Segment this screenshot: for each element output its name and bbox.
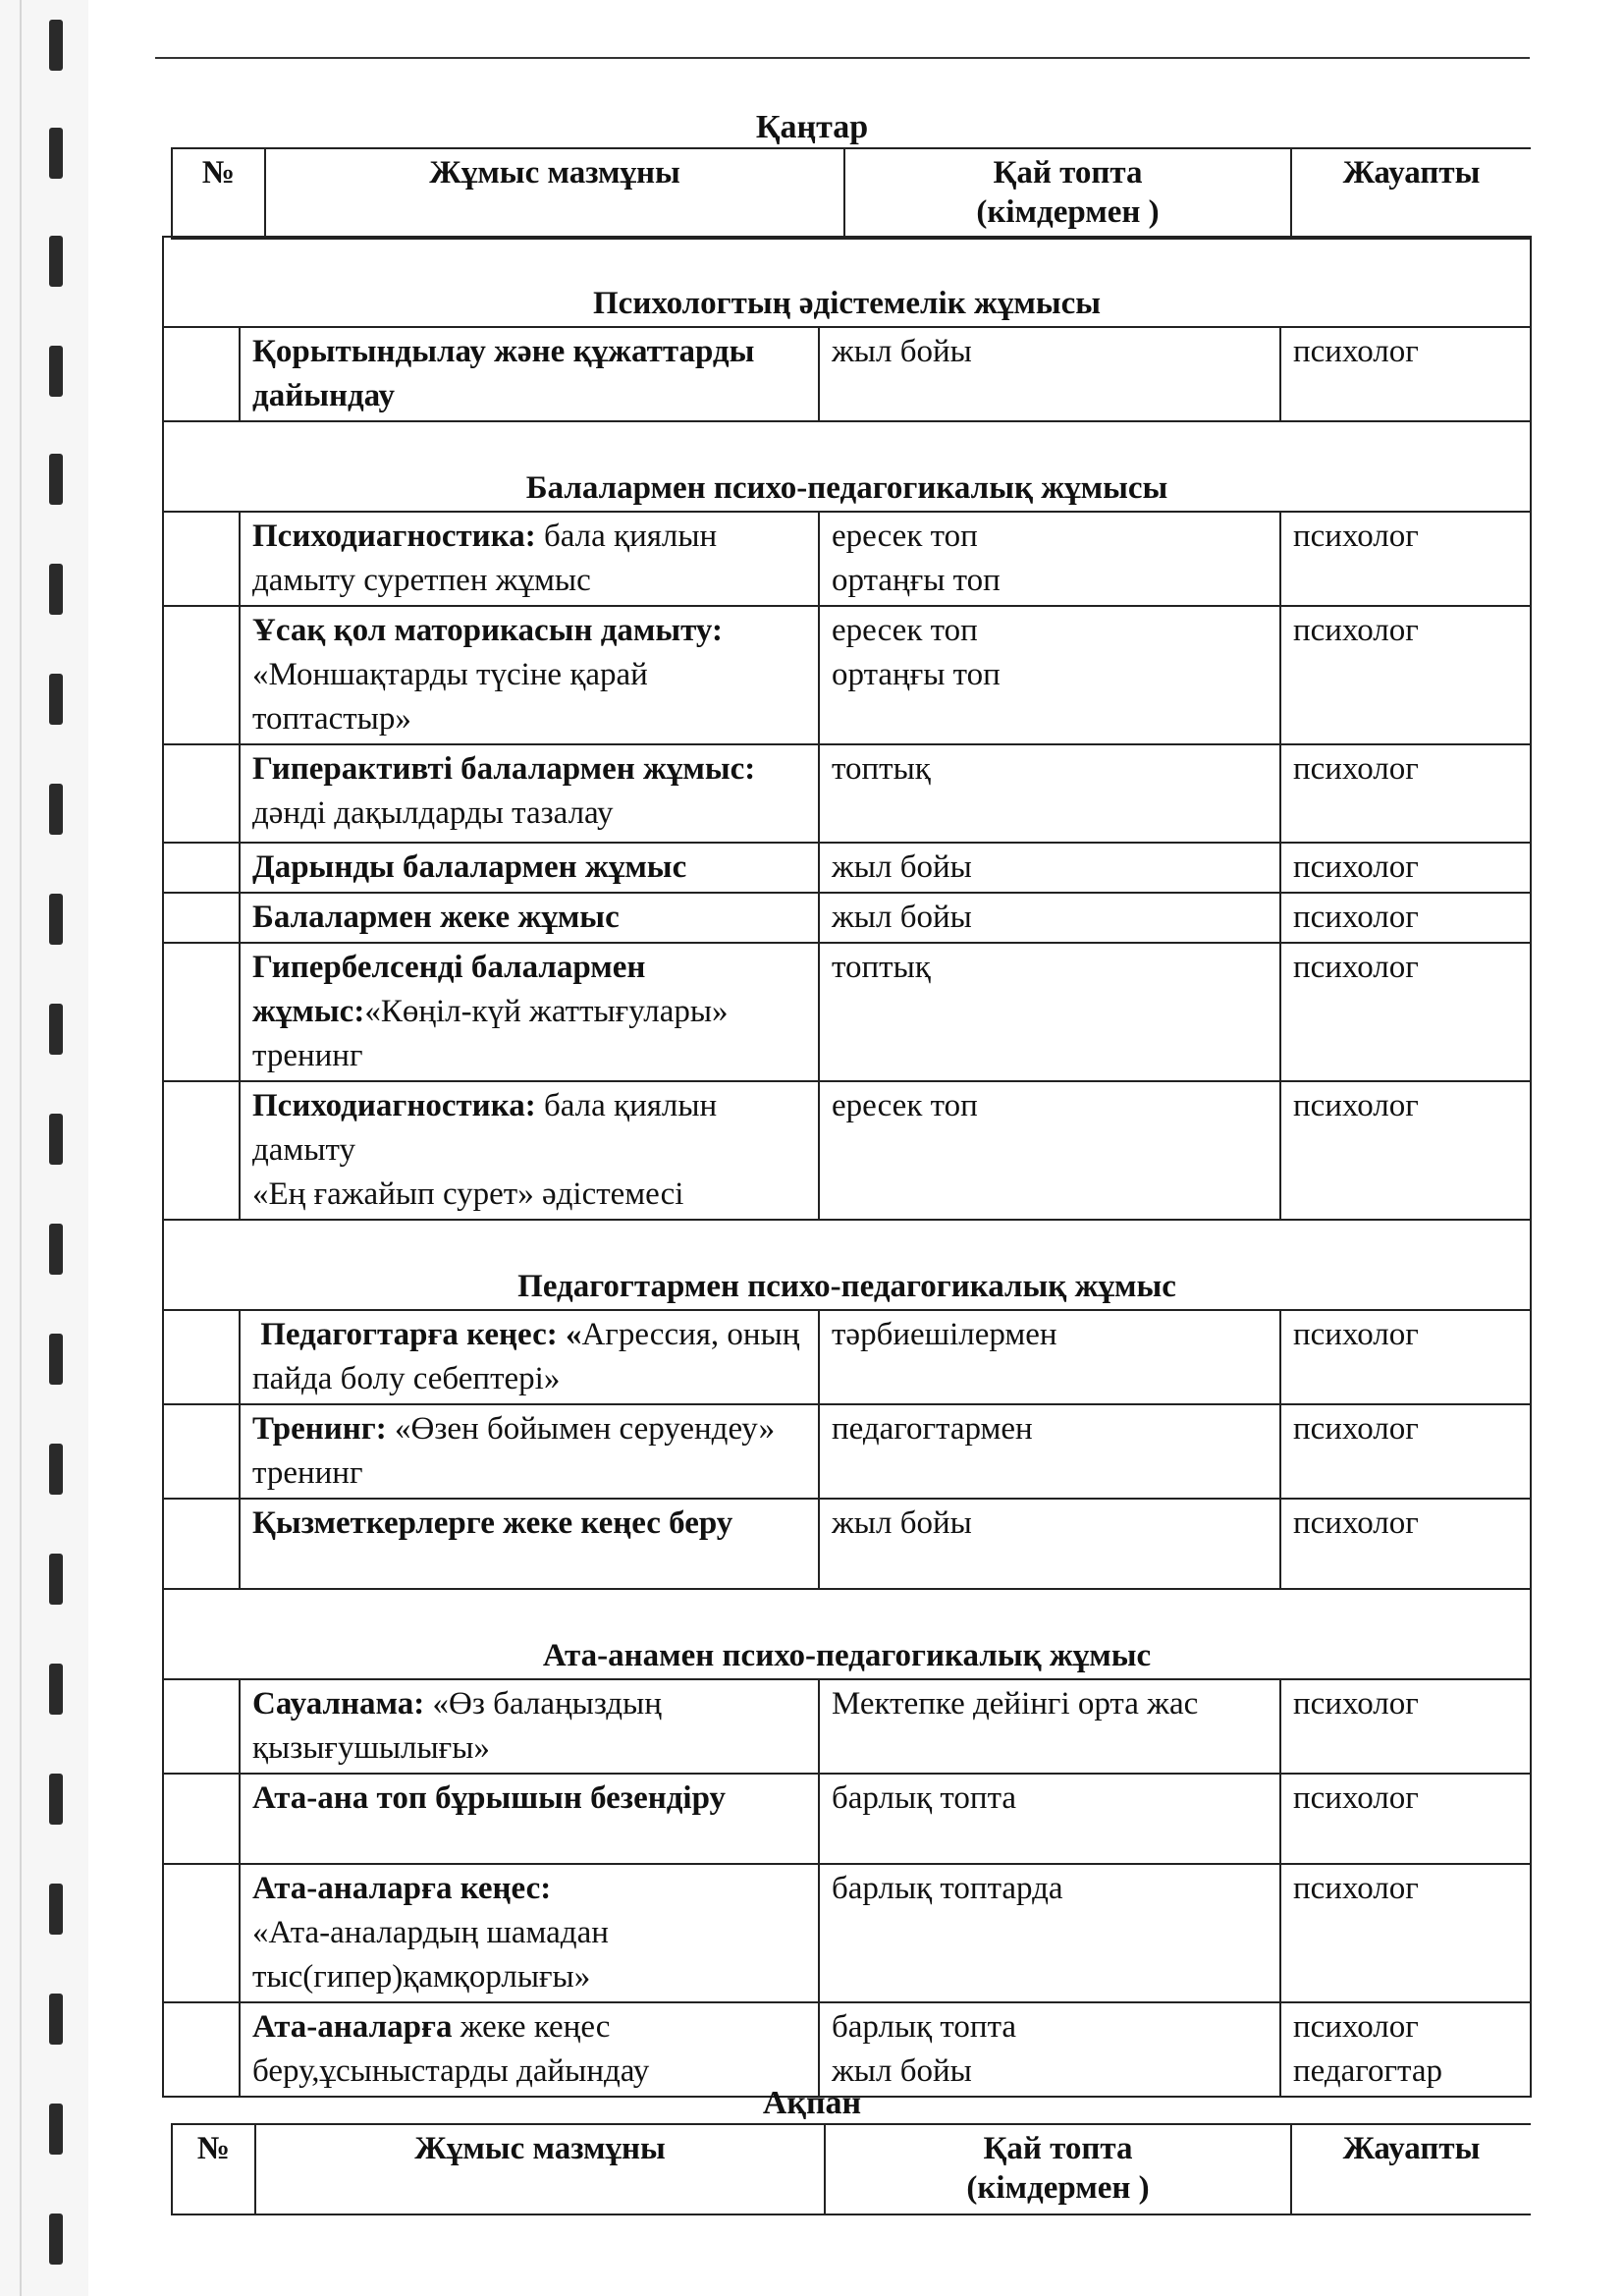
binding-hole bbox=[49, 1994, 63, 2045]
header-responsible: Жауапты bbox=[1291, 2124, 1531, 2214]
row-num-cell bbox=[163, 1310, 240, 1404]
row-content: Психодиагностика: бала қиялын дамыту суретпен жұмыс bbox=[240, 512, 819, 606]
row-group: барлық топта жыл бойы bbox=[819, 2002, 1280, 2097]
row-group: тәрбиешілермен bbox=[819, 1310, 1280, 1404]
row-content: Қорытындылау және құжаттарды дайындау bbox=[240, 327, 819, 421]
table-row bbox=[163, 1404, 1531, 1499]
row-content: Тренинг: «Өзен бойымен серуендеу» тренинг bbox=[240, 1404, 819, 1499]
row-group: жыл бойы bbox=[819, 893, 1280, 943]
row-responsible: психолог bbox=[1280, 1679, 1531, 1774]
row-group: ересек топ ортаңғы топ bbox=[819, 606, 1280, 744]
row-content: Қызметкерлерге жеке кеңес беру bbox=[240, 1499, 819, 1589]
row-group: топтық bbox=[819, 744, 1280, 843]
row-content: Гипербелсенді балалармен жұмыс:«Көңіл-күй жаттығулары» тренинг bbox=[240, 943, 819, 1081]
header-content: Жұмыс мазмұны bbox=[265, 148, 844, 239]
binding-hole bbox=[49, 1224, 63, 1275]
row-content: Педагогтарға кеңес: «Агрессия, оның пайда болу себептері» bbox=[240, 1310, 819, 1404]
table-row bbox=[163, 1774, 1531, 1864]
header-table-january bbox=[171, 147, 1531, 240]
binding-hole bbox=[49, 1004, 63, 1055]
row-group: Мектепке дейінгі орта жас bbox=[819, 1679, 1280, 1774]
month-title-january: Қаңтар bbox=[755, 109, 869, 145]
row-responsible: психолог bbox=[1280, 1310, 1531, 1404]
table-row bbox=[163, 1310, 1531, 1404]
table-row bbox=[163, 1499, 1531, 1589]
row-num-cell bbox=[163, 606, 240, 744]
table-row bbox=[163, 744, 1531, 843]
row-responsible: психолог bbox=[1280, 327, 1531, 421]
binding-hole bbox=[49, 346, 63, 397]
month-title-february: Ақпан bbox=[762, 2085, 862, 2121]
table-row bbox=[163, 1679, 1531, 1774]
row-responsible: психолог bbox=[1280, 843, 1531, 893]
row-content: Ата-аналарға жеке кеңес беру,ұсыныстарды дайындау bbox=[240, 2002, 819, 2097]
binding-hole bbox=[49, 1444, 63, 1495]
row-num-cell bbox=[163, 327, 240, 421]
binding-hole bbox=[49, 564, 63, 615]
header-num: № bbox=[172, 2124, 255, 2214]
header-group: Қай топта (кімдермен ) bbox=[825, 2124, 1291, 2214]
binding-hole bbox=[49, 1664, 63, 1715]
header-group: Қай топта (кімдермен ) bbox=[844, 148, 1291, 239]
row-group: жыл бойы bbox=[819, 327, 1280, 421]
row-content: Ата-аналарға кеңес: «Ата-аналардың шамадан тыс(гипер)қамқорлығы» bbox=[240, 1864, 819, 2002]
row-num-cell bbox=[163, 512, 240, 606]
row-responsible: психолог bbox=[1280, 744, 1531, 843]
binding-hole bbox=[49, 236, 63, 287]
section-children: Балалармен психо-педагогикалық жұмысы bbox=[163, 421, 1531, 512]
table-row bbox=[163, 2002, 1531, 2097]
binding-hole bbox=[49, 1774, 63, 1825]
row-responsible: психолог педагогтар bbox=[1280, 2002, 1531, 2097]
binding-hole bbox=[49, 1114, 63, 1165]
row-responsible: психолог bbox=[1280, 1864, 1531, 2002]
header-table-february bbox=[171, 2123, 1531, 2215]
row-responsible: психолог bbox=[1280, 1081, 1531, 1220]
table-row bbox=[163, 327, 1531, 421]
binding-hole bbox=[49, 894, 63, 945]
row-content: Балалармен жеке жұмыс bbox=[240, 893, 819, 943]
row-responsible: психолог bbox=[1280, 1404, 1531, 1499]
binding-hole bbox=[49, 1334, 63, 1385]
row-group: барлық топтарда bbox=[819, 1864, 1280, 2002]
row-content: Гиперактивті балалармен жұмыс: дәнді дақылдарды тазалау bbox=[240, 744, 819, 843]
row-content: Психодиагностика: бала қиялын дамыту «Ең ғажайып сурет» әдістемесі bbox=[240, 1081, 819, 1220]
row-responsible: психолог bbox=[1280, 893, 1531, 943]
row-group: барлық топта bbox=[819, 1774, 1280, 1864]
binding-hole bbox=[49, 1884, 63, 1935]
binding-hole bbox=[49, 454, 63, 505]
row-content: Ата-ана топ бұрышын безендіру bbox=[240, 1774, 819, 1864]
table-row bbox=[163, 943, 1531, 1081]
binding-hole bbox=[49, 784, 63, 835]
table-row bbox=[163, 512, 1531, 606]
header-responsible: Жауапты bbox=[1291, 148, 1531, 239]
row-group: топтық bbox=[819, 943, 1280, 1081]
table-row bbox=[163, 893, 1531, 943]
row-num-cell bbox=[163, 1679, 240, 1774]
section-parents: Ата-анамен психо-педагогикалық жұмыс bbox=[163, 1589, 1531, 1679]
table-row bbox=[163, 1081, 1531, 1220]
sheet-edge bbox=[20, 0, 22, 2296]
row-content: Ұсақ қол маторикасын дамыту: «Моншақтарды түсіне қарай топтастыр» bbox=[240, 606, 819, 744]
row-num-cell bbox=[163, 744, 240, 843]
row-responsible: психолог bbox=[1280, 1499, 1531, 1589]
work-plan-table bbox=[162, 236, 1532, 2098]
row-responsible: психолог bbox=[1280, 1774, 1531, 1864]
binding-hole bbox=[49, 1554, 63, 1605]
row-responsible: психолог bbox=[1280, 943, 1531, 1081]
row-num-cell bbox=[163, 893, 240, 943]
row-num-cell bbox=[163, 1081, 240, 1220]
row-num-cell bbox=[163, 843, 240, 893]
row-group: ересек топ bbox=[819, 1081, 1280, 1220]
header-num: № bbox=[172, 148, 265, 239]
binding-hole bbox=[49, 2214, 63, 2265]
row-responsible: психолог bbox=[1280, 606, 1531, 744]
row-group: ересек топ ортаңғы топ bbox=[819, 512, 1280, 606]
row-responsible: психолог bbox=[1280, 512, 1531, 606]
row-group: жыл бойы bbox=[819, 1499, 1280, 1589]
row-num-cell bbox=[163, 2002, 240, 2097]
binding-strip bbox=[0, 0, 88, 2296]
header-content: Жұмыс мазмұны bbox=[255, 2124, 825, 2214]
table-row bbox=[163, 1864, 1531, 2002]
table-row bbox=[163, 843, 1531, 893]
row-content: Дарынды балалармен жұмыс bbox=[240, 843, 819, 893]
section-teachers: Педагогтармен психо-педагогикалық жұмыс bbox=[163, 1220, 1531, 1310]
row-num-cell bbox=[163, 1499, 240, 1589]
binding-hole bbox=[49, 674, 63, 725]
row-group: жыл бойы bbox=[819, 843, 1280, 893]
table-row bbox=[163, 606, 1531, 744]
row-num-cell bbox=[163, 943, 240, 1081]
row-num-cell bbox=[163, 1864, 240, 2002]
section-methodical: Психологтың әдістемелік жұмысы bbox=[163, 237, 1531, 327]
row-num-cell bbox=[163, 1404, 240, 1499]
row-num-cell bbox=[163, 1774, 240, 1864]
binding-hole bbox=[49, 20, 63, 71]
row-content: Сауалнама: «Өз балаңыздың қызығушылығы» bbox=[240, 1679, 819, 1774]
row-group: педагогтармен bbox=[819, 1404, 1280, 1499]
top-rule bbox=[155, 57, 1530, 59]
